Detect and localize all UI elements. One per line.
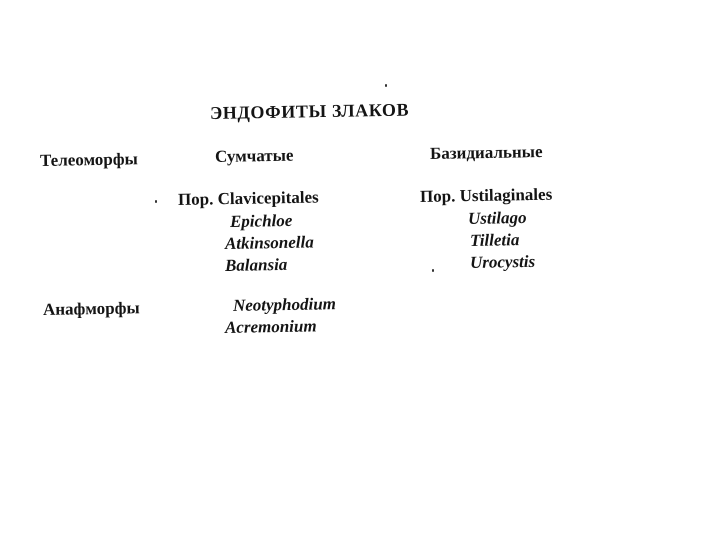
genus-item: Tilletia xyxy=(469,230,520,250)
genus-item: Neotyphodium xyxy=(232,294,337,315)
genus-item: Acremonium xyxy=(224,316,317,337)
scan-speck xyxy=(432,269,434,272)
order-ustilaginales: Пор. Ustilaginales xyxy=(419,184,553,206)
page-title: ЭНДОФИТЫ ЗЛАКОВ xyxy=(209,99,410,123)
genus-item: Urocystis xyxy=(469,251,536,272)
column-heading-basidiomycetes: Базидиальные xyxy=(429,142,543,163)
row-label-teleomorphs: Телеоморфы xyxy=(39,149,138,170)
scan-speck xyxy=(385,84,387,87)
row-label-anamorphs: Анафморфы xyxy=(42,298,140,319)
order-clavicipitales: Пор. Clavicepitales xyxy=(177,187,319,209)
genus-item: Epichloe xyxy=(229,210,293,231)
column-heading-ascomycetes: Сумчатые xyxy=(214,145,294,166)
genus-item: Ustilago xyxy=(467,207,527,228)
genus-item: Balansia xyxy=(224,254,288,275)
genus-item: Atkinsonella xyxy=(224,232,314,253)
scan-speck xyxy=(155,200,157,203)
